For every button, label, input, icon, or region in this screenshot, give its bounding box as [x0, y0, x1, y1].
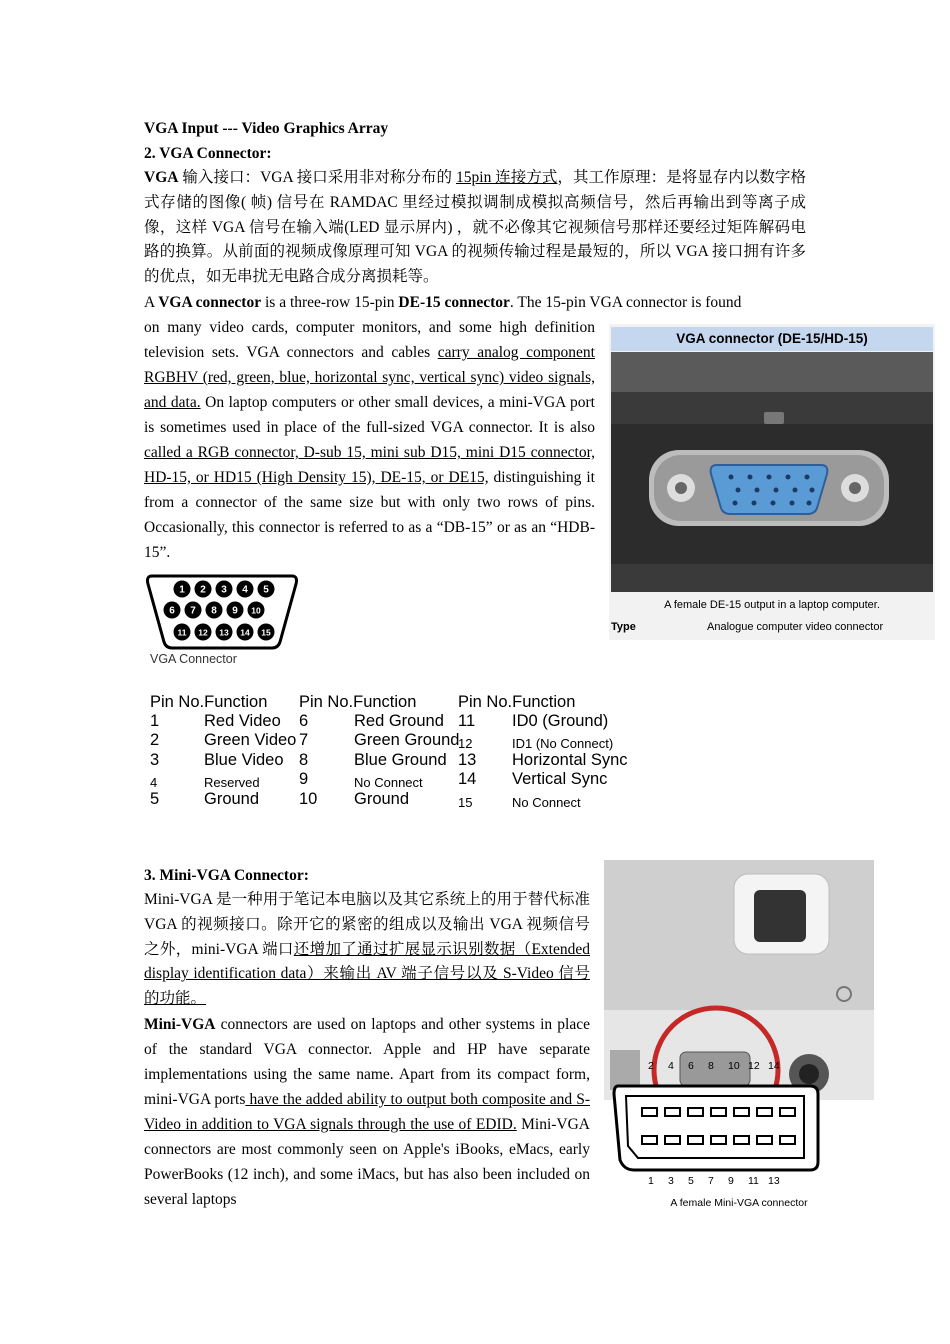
- mini-pin-number: 13: [768, 1175, 780, 1187]
- pin-number: 1: [150, 712, 160, 730]
- mini-pin: [757, 1136, 772, 1144]
- mini-pin: [757, 1108, 772, 1116]
- mini-pin-number: 1: [648, 1175, 654, 1187]
- mini-pin: [665, 1108, 680, 1116]
- mini-figure-caption: A female Mini-VGA connector: [670, 1197, 808, 1209]
- pin-function: Green Video: [204, 731, 297, 750]
- vga-english-paragraph: on many video cards, computer monitors, and some high definition television sets. VGA connectors and cables carry analog component RGBHV (red, green, blue, horizontal sync, vertical sync) video signals, and data. On laptop computers or other small devices, a mini-VGA port is sometimes used in place of the full-sized VGA connector. It is also called a RGB connector, D-sub 15, mini sub D15, mini D15 connector, HD-15, or HD15 (High Density 15), DE-15, or DE15, distinguishing it from a connector of the same size but with only two rows of pins. Occasionally, this connector is referred to as a “DB-15” or as an “HDB-15”.: [144, 319, 595, 561]
- mini-pin: [688, 1136, 703, 1144]
- pin-label-1: 1: [179, 584, 185, 596]
- pin-function: ID0 (Ground): [512, 712, 609, 730]
- pin-number: 2: [150, 731, 160, 750]
- vga-connector-photo: [609, 324, 935, 640]
- section-heading-mini-vga: 3. Mini-VGA Connector:: [144, 867, 309, 884]
- mini-vga-chinese-paragraph: Mini-VGA 是一种用于笔记本电脑以及其它系统上的用于替代标准 VGA 的视频接口。除开它的紧密的组成以及输出 VGA 视频信号之外，mini-VGA 端口还增加了通过扩展显示识别数据（Extended display identification data）来输出 AV 端子信号以及 S-Video 信号的功能。: [144, 891, 590, 1008]
- mini-vga-english-paragraph: Mini-VGA connectors are used on laptops and other systems in place of the standard VGA connector. Apple and HP have separate implementations using the same name. Apart from its compact form, mini-VGA ports have the added ability to output both composite and S-Video in addition to VGA signals through the use of EDID. Mini-VGA connectors are most commonly seen on Apple's iBooks, eMacs, early PowerBooks (12 inch), and some iMacs, but has also been included on several laptops: [144, 1016, 590, 1208]
- vga-chinese-paragraph: VGA 输入接口：VGA 接口采用非对称分布的 15pin 连接方式，其工作原理：是将显存内以数字格式存储的图像( 帧) 信号在 RAMDAC 里经过模拟调制成模拟高频信号，然后再输出到等离子成像，这样 VGA 信号在输入端(LED 显示屏内) ，就不必像其它视频信号那样还要经过矩阵解码电路的换算。从前面的视频成像原理可知 VGA 的视频传输过程是最短的，所以 VGA 接口拥有许多的优点，如无串扰无电路合成分离损耗等。: [144, 169, 806, 286]
- pin-diagram-label: VGA Connector: [150, 652, 237, 666]
- mini-pin: [734, 1136, 749, 1144]
- pin-function: No Connect: [354, 775, 423, 791]
- pin-number: 10: [299, 789, 318, 808]
- pin-function: Horizontal Sync: [512, 750, 628, 769]
- mini-pin-number: 12: [748, 1060, 760, 1072]
- pin-number: 11: [458, 712, 476, 730]
- pin-function: Ground: [354, 789, 410, 808]
- mini-pin: [665, 1136, 680, 1144]
- pin-function: No Connect: [512, 794, 581, 810]
- pin-label-5: 5: [263, 584, 269, 596]
- mini-pin-number: 10: [728, 1060, 740, 1072]
- mini-vga-image: [604, 860, 874, 1215]
- pin-label-7: 7: [190, 605, 196, 617]
- pin-function: Ground: [204, 789, 260, 808]
- mini-top-numbers: [604, 1060, 874, 1078]
- mini-pin: [642, 1136, 657, 1144]
- pin-diagram-svg: [146, 572, 306, 654]
- pin-label-4: 4: [242, 584, 248, 596]
- pin-number: 15: [458, 794, 473, 810]
- pin-function: ID1 (No Connect): [512, 736, 614, 752]
- pin-label-9: 9: [232, 605, 238, 617]
- mini-pin-number: 11: [748, 1175, 759, 1187]
- pin-label-10: 10: [251, 605, 261, 616]
- mini-vga-photo: [604, 860, 874, 1215]
- pin-label-13: 13: [219, 627, 229, 638]
- mini-pin-number: 3: [668, 1175, 674, 1187]
- vga-english-intro: A VGA connector is a three-row 15-pin DE-15 connector. The 15-pin VGA connector is found: [144, 294, 742, 311]
- pin-number: 3: [150, 750, 160, 769]
- section-heading-vga: 2. VGA Connector:: [144, 145, 272, 162]
- pin-number: 9: [299, 770, 309, 789]
- pin-number: 12: [458, 736, 473, 752]
- figure-caption: A female DE-15 output in a laptop computer.: [664, 599, 880, 611]
- mini-pin: [642, 1108, 657, 1116]
- mini-pin: [711, 1108, 726, 1116]
- mini-pin: [780, 1136, 795, 1144]
- doc-title: VGA Input --- Video Graphics Array: [144, 120, 389, 137]
- pin-number: 7: [299, 731, 309, 750]
- mini-pin-number: 7: [708, 1175, 714, 1187]
- pin-label-12: 12: [198, 627, 208, 638]
- mini-pin: [711, 1136, 726, 1144]
- pin-col-header-1: Pin No.Function: [150, 693, 268, 711]
- pin-label-15: 15: [261, 627, 271, 638]
- pin-label-3: 3: [221, 584, 227, 596]
- pin-function: Red Video: [204, 712, 281, 730]
- pin-function: Blue Video: [204, 750, 284, 769]
- mini-pin: [734, 1108, 749, 1116]
- pin-label-11: 11: [177, 627, 187, 638]
- pin-label-6: 6: [169, 605, 175, 617]
- pin-function: Reserved: [204, 775, 260, 791]
- pin-function: Green Ground: [354, 731, 460, 750]
- laptop-port-image: [609, 324, 935, 640]
- mini-pin-number: 14: [768, 1060, 780, 1072]
- figure-header: VGA connector (DE-15/HD-15): [611, 327, 933, 351]
- vga-pin-diagram: [146, 572, 306, 672]
- mini-pin-number: 4: [668, 1060, 674, 1072]
- pin-label-2: 2: [200, 584, 206, 596]
- pin-number: 5: [150, 789, 160, 808]
- mini-pin: [780, 1108, 795, 1116]
- pin-number: 6: [299, 712, 309, 730]
- pin-function: Blue Ground: [354, 750, 447, 769]
- type-label: Type: [611, 621, 636, 633]
- type-value: Analogue computer video connector: [707, 621, 884, 633]
- pin-col-header-2: Pin No.Function: [299, 693, 417, 711]
- pin-function: Red Ground: [354, 712, 444, 730]
- mini-pin-number: 6: [688, 1060, 694, 1072]
- pin-label-8: 8: [211, 605, 217, 617]
- pin-number: 4: [150, 775, 158, 791]
- pin-col-header-3: Pin No.Function: [458, 693, 576, 711]
- mini-pin-number: 2: [648, 1060, 654, 1072]
- pin-function: Vertical Sync: [512, 770, 608, 789]
- pin-number: 14: [458, 770, 477, 789]
- pin-number: 8: [299, 750, 309, 769]
- mini-bottom-numbers: [604, 1175, 874, 1193]
- mini-pin-number: 8: [708, 1060, 714, 1072]
- mini-pin-number: 9: [728, 1175, 734, 1187]
- pin-number: 13: [458, 750, 477, 769]
- pin-label-14: 14: [240, 627, 250, 638]
- mini-pin: [688, 1108, 703, 1116]
- mini-pin-number: 5: [688, 1175, 694, 1187]
